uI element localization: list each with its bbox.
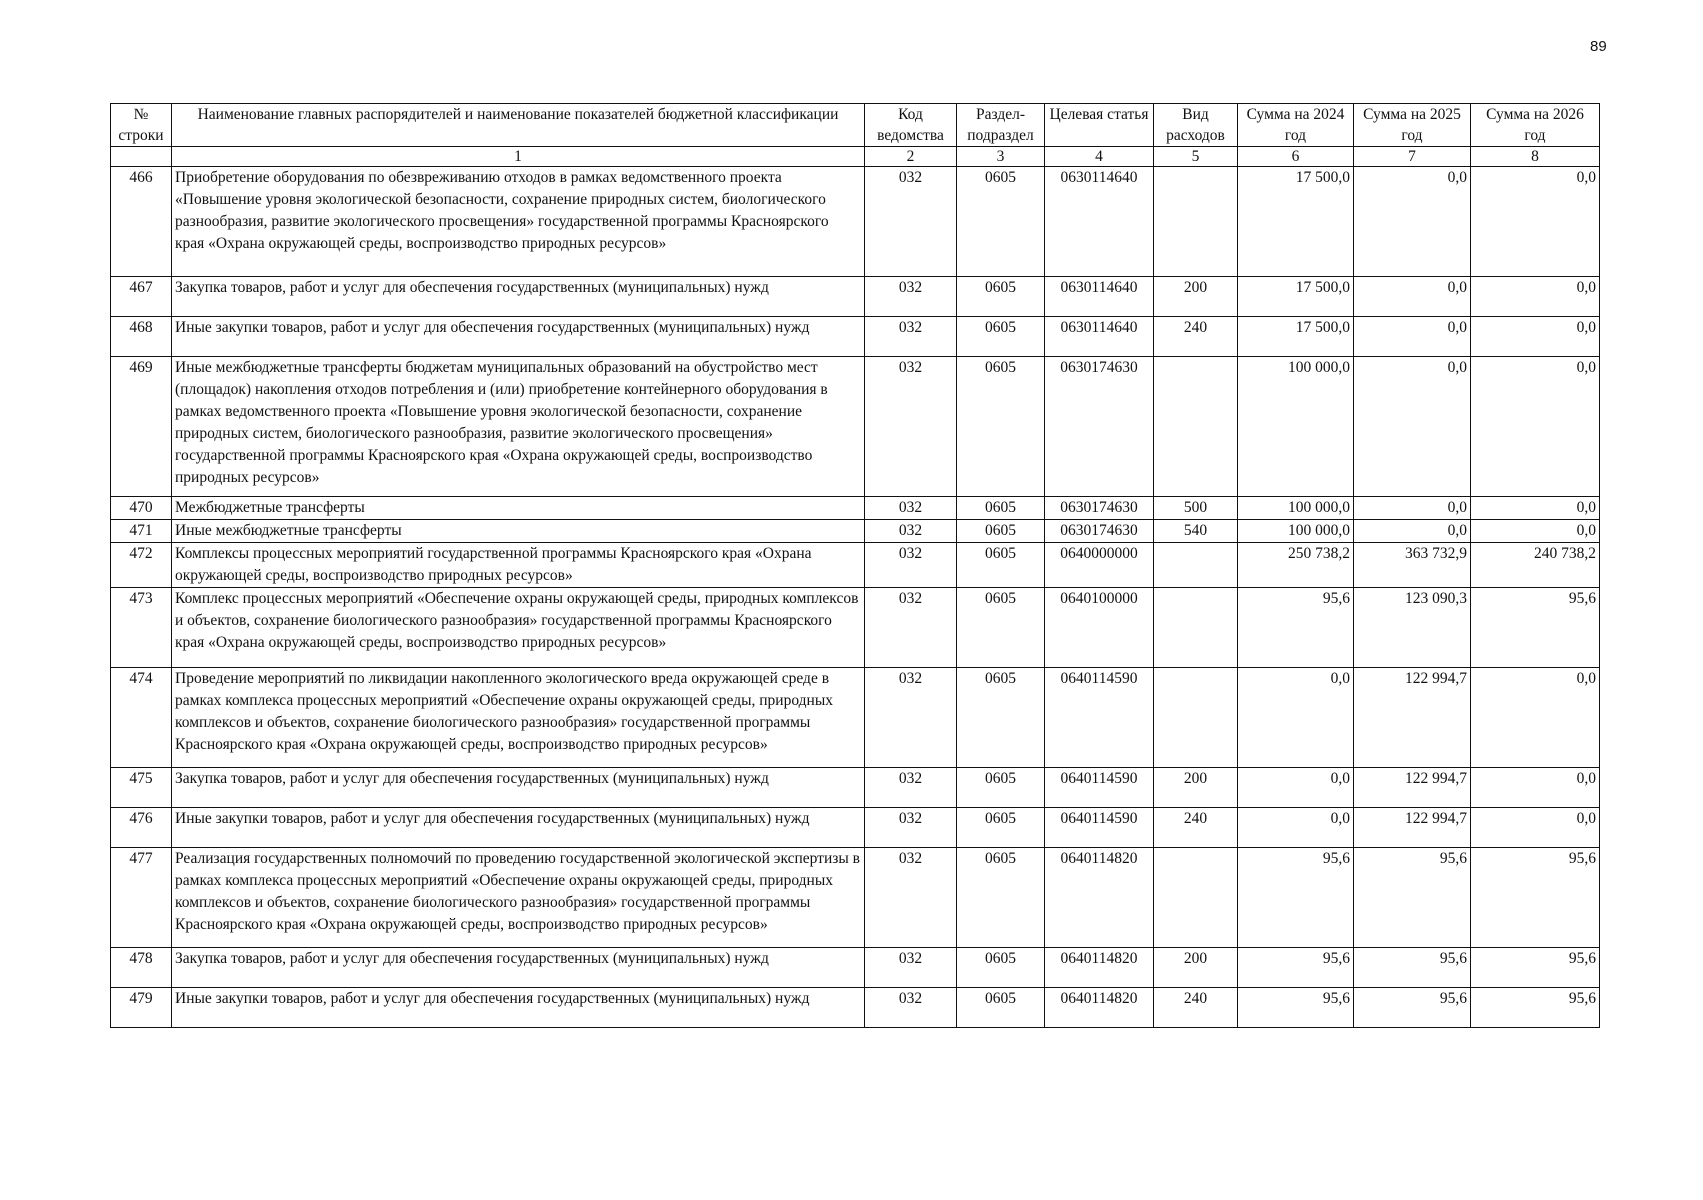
row-sum-2024: 100 000,0 xyxy=(1238,497,1354,520)
header-sum-2024: Сумма на 2024 год xyxy=(1238,104,1354,147)
row-target-article: 0630114640 xyxy=(1045,317,1154,357)
row-department-code: 032 xyxy=(865,520,957,543)
row-section: 0605 xyxy=(957,808,1045,848)
row-section: 0605 xyxy=(957,588,1045,668)
budget-table xyxy=(110,103,1600,1028)
row-target-article: 0640114590 xyxy=(1045,808,1154,848)
row-section: 0605 xyxy=(957,167,1045,277)
column-number: 5 xyxy=(1154,147,1238,167)
row-sum-2025: 95,6 xyxy=(1354,848,1471,948)
row-number: 466 xyxy=(111,167,172,277)
row-department-code: 032 xyxy=(865,988,957,1028)
row-name: Реализация государственных полномочий по проведению государственной экологической экспертизы в рамках комплекса процессных мероприятий «Обеспечение охраны окружающей среды, природных комплексов и объектов, сохранение биологического разнообразия» государственной программы Красноярского края «Охрана окружающей среды, воспроизводство природных ресурсов» xyxy=(172,848,865,948)
row-department-code: 032 xyxy=(865,317,957,357)
row-target-article: 0640114590 xyxy=(1045,768,1154,808)
row-department-code: 032 xyxy=(865,543,957,588)
row-sum-2026: 0,0 xyxy=(1471,520,1600,543)
row-sum-2024: 95,6 xyxy=(1238,988,1354,1028)
row-expense-type: 200 xyxy=(1154,768,1238,808)
table-row xyxy=(111,497,1600,520)
row-number: 474 xyxy=(111,668,172,768)
table-row xyxy=(111,848,1600,948)
row-expense-type: 240 xyxy=(1154,317,1238,357)
row-name: Приобретение оборудования по обезвреживанию отходов в рамках ведомственного проекта «Повышение уровня экологической безопасности, сохранение природных систем, биологического разнообразия, развитие экологического просвещения» государственной программы Красноярского края «Охрана окружающей среды, воспроизводство природных ресурсов» xyxy=(172,167,865,277)
column-number: 4 xyxy=(1045,147,1154,167)
row-sum-2026: 95,6 xyxy=(1471,588,1600,668)
column-number: 1 xyxy=(172,147,865,167)
row-sum-2024: 100 000,0 xyxy=(1238,520,1354,543)
row-section: 0605 xyxy=(957,317,1045,357)
row-sum-2026: 0,0 xyxy=(1471,668,1600,768)
row-target-article: 0630114640 xyxy=(1045,167,1154,277)
row-sum-2025: 122 994,7 xyxy=(1354,768,1471,808)
table-row xyxy=(111,520,1600,543)
row-sum-2024: 0,0 xyxy=(1238,768,1354,808)
row-sum-2025: 122 994,7 xyxy=(1354,668,1471,768)
row-section: 0605 xyxy=(957,668,1045,768)
row-section: 0605 xyxy=(957,848,1045,948)
row-target-article: 0630174630 xyxy=(1045,497,1154,520)
row-sum-2025: 0,0 xyxy=(1354,317,1471,357)
row-sum-2026: 95,6 xyxy=(1471,848,1600,948)
row-name: Иные закупки товаров, работ и услуг для обеспечения государственных (муниципальных) нужд xyxy=(172,988,865,1028)
row-sum-2025: 123 090,3 xyxy=(1354,588,1471,668)
row-name: Комплексы процессных мероприятий государственной программы Красноярского края «Охрана окружающей среды, воспроизводство природных ресурсов» xyxy=(172,543,865,588)
page-number: 89 xyxy=(1590,38,1607,55)
row-name: Межбюджетные трансферты xyxy=(172,497,865,520)
column-numbers-row xyxy=(111,147,1600,167)
row-section: 0605 xyxy=(957,277,1045,317)
row-name: Закупка товаров, работ и услуг для обеспечения государственных (муниципальных) нужд xyxy=(172,277,865,317)
row-target-article: 0640114820 xyxy=(1045,848,1154,948)
table-row xyxy=(111,768,1600,808)
table-row xyxy=(111,167,1600,277)
header-section: Раздел-подраздел xyxy=(957,104,1045,147)
row-number: 476 xyxy=(111,808,172,848)
row-sum-2025: 122 994,7 xyxy=(1354,808,1471,848)
row-name: Комплекс процессных мероприятий «Обеспечение охраны окружающей среды, природных комплексов и объектов, сохранение биологического разнообразия» государственной программы Красноярского края «Охрана окружающей среды, воспроизводство природных ресурсов» xyxy=(172,588,865,668)
header-row-number: № строки xyxy=(111,104,172,147)
row-target-article: 0630174630 xyxy=(1045,520,1154,543)
row-sum-2025: 363 732,9 xyxy=(1354,543,1471,588)
row-department-code: 032 xyxy=(865,808,957,848)
row-sum-2025: 0,0 xyxy=(1354,520,1471,543)
row-expense-type: 240 xyxy=(1154,988,1238,1028)
row-section: 0605 xyxy=(957,948,1045,988)
row-number: 471 xyxy=(111,520,172,543)
header-expense-type: Вид расходов xyxy=(1154,104,1238,147)
row-number: 470 xyxy=(111,497,172,520)
row-section: 0605 xyxy=(957,520,1045,543)
row-target-article: 0640114820 xyxy=(1045,988,1154,1028)
row-name: Иные закупки товаров, работ и услуг для обеспечения государственных (муниципальных) нужд xyxy=(172,808,865,848)
table-row xyxy=(111,588,1600,668)
row-sum-2024: 17 500,0 xyxy=(1238,317,1354,357)
row-name: Закупка товаров, работ и услуг для обеспечения государственных (муниципальных) нужд xyxy=(172,948,865,988)
table-row xyxy=(111,277,1600,317)
table-header-row xyxy=(111,104,1600,147)
row-section: 0605 xyxy=(957,497,1045,520)
row-department-code: 032 xyxy=(865,768,957,808)
table-row xyxy=(111,357,1600,497)
row-sum-2025: 0,0 xyxy=(1354,167,1471,277)
row-sum-2024: 17 500,0 xyxy=(1238,277,1354,317)
row-target-article: 0640114590 xyxy=(1045,668,1154,768)
row-number: 478 xyxy=(111,948,172,988)
row-department-code: 032 xyxy=(865,588,957,668)
header-sum-2026: Сумма на 2026 год xyxy=(1471,104,1600,147)
header-name: Наименование главных распорядителей и наименование показателей бюджетной классификации xyxy=(172,104,865,147)
row-sum-2026: 0,0 xyxy=(1471,497,1600,520)
row-number: 467 xyxy=(111,277,172,317)
row-number: 469 xyxy=(111,357,172,497)
row-sum-2026: 95,6 xyxy=(1471,988,1600,1028)
row-department-code: 032 xyxy=(865,167,957,277)
row-sum-2025: 0,0 xyxy=(1354,497,1471,520)
row-number: 468 xyxy=(111,317,172,357)
row-sum-2026: 0,0 xyxy=(1471,277,1600,317)
row-number: 479 xyxy=(111,988,172,1028)
row-section: 0605 xyxy=(957,357,1045,497)
column-number: 6 xyxy=(1238,147,1354,167)
row-sum-2025: 0,0 xyxy=(1354,357,1471,497)
row-expense-type xyxy=(1154,167,1238,277)
row-target-article: 0630174630 xyxy=(1045,357,1154,497)
row-sum-2026: 0,0 xyxy=(1471,768,1600,808)
row-sum-2026: 0,0 xyxy=(1471,808,1600,848)
table-row xyxy=(111,988,1600,1028)
header-target-article: Целевая статья xyxy=(1045,104,1154,147)
table-row xyxy=(111,668,1600,768)
row-expense-type xyxy=(1154,543,1238,588)
row-sum-2024: 95,6 xyxy=(1238,588,1354,668)
row-expense-type: 500 xyxy=(1154,497,1238,520)
row-expense-type xyxy=(1154,357,1238,497)
row-sum-2024: 250 738,2 xyxy=(1238,543,1354,588)
row-target-article: 0630114640 xyxy=(1045,277,1154,317)
row-sum-2026: 0,0 xyxy=(1471,167,1600,277)
row-number: 473 xyxy=(111,588,172,668)
row-section: 0605 xyxy=(957,988,1045,1028)
row-department-code: 032 xyxy=(865,277,957,317)
header-department-code: Код ведомства xyxy=(865,104,957,147)
row-name: Иные межбюджетные трансферты xyxy=(172,520,865,543)
row-department-code: 032 xyxy=(865,497,957,520)
row-sum-2024: 0,0 xyxy=(1238,668,1354,768)
row-number: 472 xyxy=(111,543,172,588)
row-sum-2026: 95,6 xyxy=(1471,948,1600,988)
row-expense-type xyxy=(1154,668,1238,768)
row-sum-2025: 95,6 xyxy=(1354,948,1471,988)
row-section: 0605 xyxy=(957,543,1045,588)
table-row xyxy=(111,948,1600,988)
row-sum-2026: 240 738,2 xyxy=(1471,543,1600,588)
row-sum-2025: 95,6 xyxy=(1354,988,1471,1028)
table-row xyxy=(111,543,1600,588)
column-number: 7 xyxy=(1354,147,1471,167)
column-number: 3 xyxy=(957,147,1045,167)
row-sum-2024: 0,0 xyxy=(1238,808,1354,848)
row-target-article: 0640100000 xyxy=(1045,588,1154,668)
row-number: 475 xyxy=(111,768,172,808)
row-expense-type: 200 xyxy=(1154,948,1238,988)
row-sum-2024: 100 000,0 xyxy=(1238,357,1354,497)
row-sum-2024: 95,6 xyxy=(1238,848,1354,948)
row-target-article: 0640114820 xyxy=(1045,948,1154,988)
row-expense-type xyxy=(1154,588,1238,668)
row-sum-2026: 0,0 xyxy=(1471,357,1600,497)
column-number xyxy=(111,147,172,167)
row-expense-type: 200 xyxy=(1154,277,1238,317)
row-expense-type xyxy=(1154,848,1238,948)
row-number: 477 xyxy=(111,848,172,948)
row-section: 0605 xyxy=(957,768,1045,808)
row-sum-2024: 95,6 xyxy=(1238,948,1354,988)
row-department-code: 032 xyxy=(865,848,957,948)
row-department-code: 032 xyxy=(865,357,957,497)
row-name: Проведение мероприятий по ликвидации накопленного экологического вреда окружающей среде в рамках комплекса процессных мероприятий «Обеспечение охраны окружающей среды, природных комплексов и объектов, сохранение биологического разнообразия» государственной программы Красноярского края «Охрана окружающей среды, воспроизводство природных ресурсов» xyxy=(172,668,865,768)
column-number: 8 xyxy=(1471,147,1600,167)
table-row xyxy=(111,808,1600,848)
table-body xyxy=(111,167,1600,1028)
table-row xyxy=(111,317,1600,357)
row-sum-2025: 0,0 xyxy=(1354,277,1471,317)
row-department-code: 032 xyxy=(865,668,957,768)
row-name: Иные межбюджетные трансферты бюджетам муниципальных образований на обустройство мест (площадок) накопления отходов потребления и (или) приобретение контейнерного оборудования в рамках ведомственного проекта «Повышение уровня экологической безопасности, сохранение природных систем, биологического разнообразия, развитие экологического просвещения» государственной программы Красноярского края «Охрана окружающей среды, воспроизводство природных ресурсов» xyxy=(172,357,865,497)
header-sum-2025: Сумма на 2025 год xyxy=(1354,104,1471,147)
column-number: 2 xyxy=(865,147,957,167)
row-target-article: 0640000000 xyxy=(1045,543,1154,588)
row-department-code: 032 xyxy=(865,948,957,988)
row-expense-type: 540 xyxy=(1154,520,1238,543)
row-expense-type: 240 xyxy=(1154,808,1238,848)
row-name: Закупка товаров, работ и услуг для обеспечения государственных (муниципальных) нужд xyxy=(172,768,865,808)
row-name: Иные закупки товаров, работ и услуг для обеспечения государственных (муниципальных) нужд xyxy=(172,317,865,357)
row-sum-2026: 0,0 xyxy=(1471,317,1600,357)
row-sum-2024: 17 500,0 xyxy=(1238,167,1354,277)
